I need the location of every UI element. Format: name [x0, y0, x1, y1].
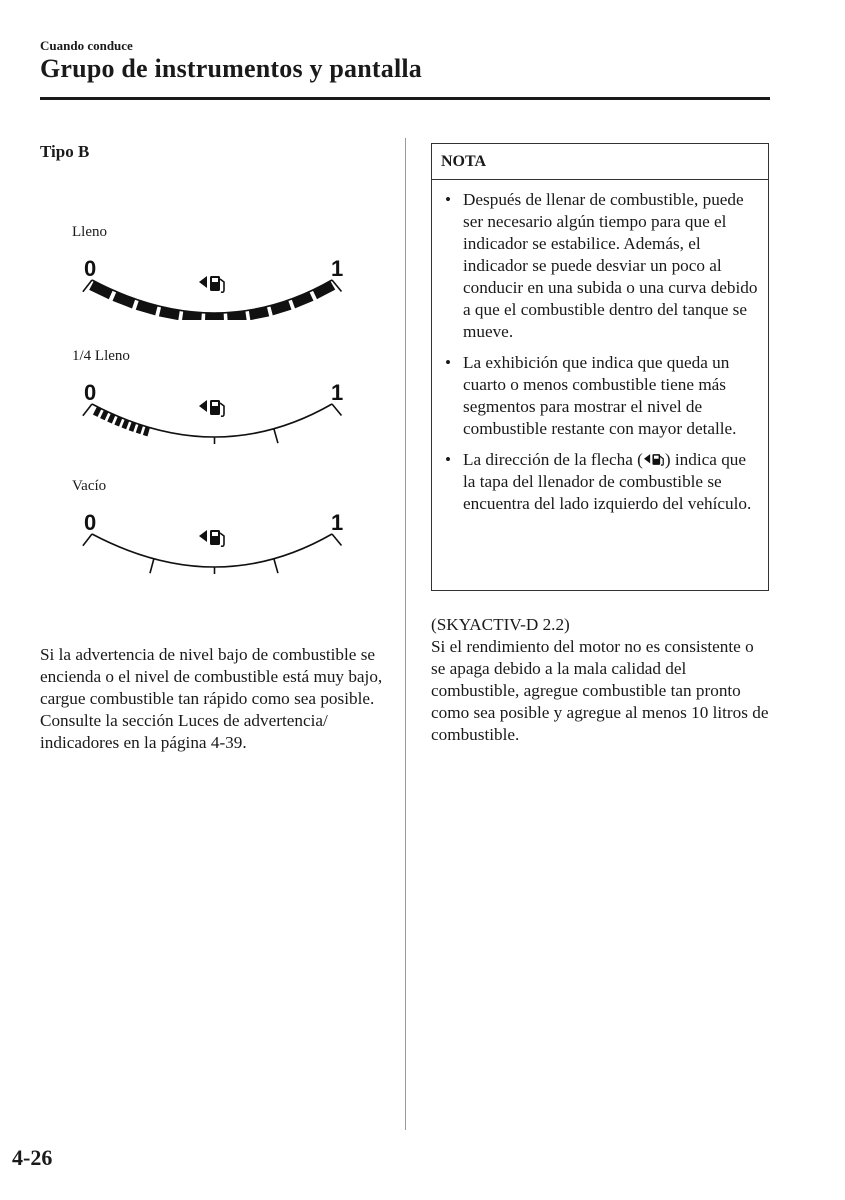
gauge-empty-mark: 0	[84, 256, 97, 281]
gauge-full-mark: 1	[331, 256, 344, 281]
gauge-tick	[274, 559, 278, 573]
note-header: NOTA	[432, 144, 768, 180]
fuel-gauge-quarter	[82, 374, 352, 444]
gauge-tick	[150, 559, 154, 573]
note-item-text-after: ) indica que la tapa del llenador de combustible se encuentra del lado izquierdo del vehículo.	[463, 450, 752, 513]
gauge-full-mark: 1	[331, 510, 344, 535]
gauge-empty-mark: 0	[84, 510, 97, 535]
title-rule	[40, 97, 770, 100]
fuel-pump-left-arrow-icon	[644, 452, 664, 467]
engine-label: (SKYACTIV-D 2.2)	[431, 615, 570, 634]
engine-paragraph: Si el rendimiento del motor no es consistente o se apaga debido a la mala calidad del combustible, agregue combustible tan pronto como sea posible y agregue al menos 10 litros de combustible.	[431, 637, 769, 744]
bullet: •	[445, 450, 452, 469]
gauge-end-stroke	[83, 534, 92, 546]
gauge-full-mark: 1	[331, 380, 344, 405]
section-label: Cuando conduce	[40, 38, 133, 53]
gauge-segment	[89, 281, 113, 299]
bullet: •	[445, 353, 452, 372]
fuel-gauge-full	[82, 250, 352, 320]
page-title: Grupo de instrumentos y pantalla	[40, 54, 423, 83]
fuel-pump-left-arrow-icon	[199, 400, 224, 416]
note-box	[431, 143, 769, 591]
fuel-pump-left-arrow-icon	[199, 530, 224, 546]
fuel-pump-left-arrow-icon	[199, 276, 224, 292]
fuel-gauge-empty	[82, 504, 352, 574]
gauge-end-stroke	[332, 534, 341, 546]
page-number: 4-26	[12, 1145, 53, 1170]
gauge-empty-mark: 0	[84, 380, 97, 405]
note-item	[442, 449, 760, 515]
gauge-tick	[274, 429, 278, 443]
bullet: •	[445, 190, 452, 209]
skyactiv-block	[431, 614, 771, 746]
note-item	[442, 189, 760, 343]
column-divider	[405, 138, 406, 1130]
note-item	[442, 352, 760, 440]
note-item-text: La exhibición que indica que queda un cuarto o menos combustible tiene más segmentos para mostrar el nivel de combustible restante con mayor detalle.	[463, 353, 737, 438]
note-item-text-before: La dirección de la flecha (	[463, 450, 643, 469]
gauge-segment	[205, 313, 224, 320]
note-list	[432, 180, 768, 515]
gauge-label-quarter: 1/4 Lleno	[72, 348, 130, 364]
gauge-fill-segments	[93, 407, 150, 437]
gauge-end-stroke	[332, 404, 341, 416]
note-item-text: Después de llenar de combustible, puede ser necesario algún tiempo para que el indicador se estabilice. Además, el indicador se puede desviar un poco al conducir en una subida o una curva debido a que el combustible dentro del tanque se mueve.	[463, 190, 758, 341]
gauge-label-full: Lleno	[72, 224, 107, 240]
gauge-end-stroke	[83, 404, 92, 416]
subheading-tipo-b: Tipo B	[40, 142, 90, 161]
gauge-label-empty: Vacío	[72, 478, 107, 494]
fuel-warning-paragraph: Si la advertencia de nivel bajo de combustible se encienda o el nivel de combustible está muy bajo, cargue combustible tan rápido como sea posible. Consulte la sección Luces de advertencia/ indicadores en la página 4-39.	[40, 645, 383, 752]
